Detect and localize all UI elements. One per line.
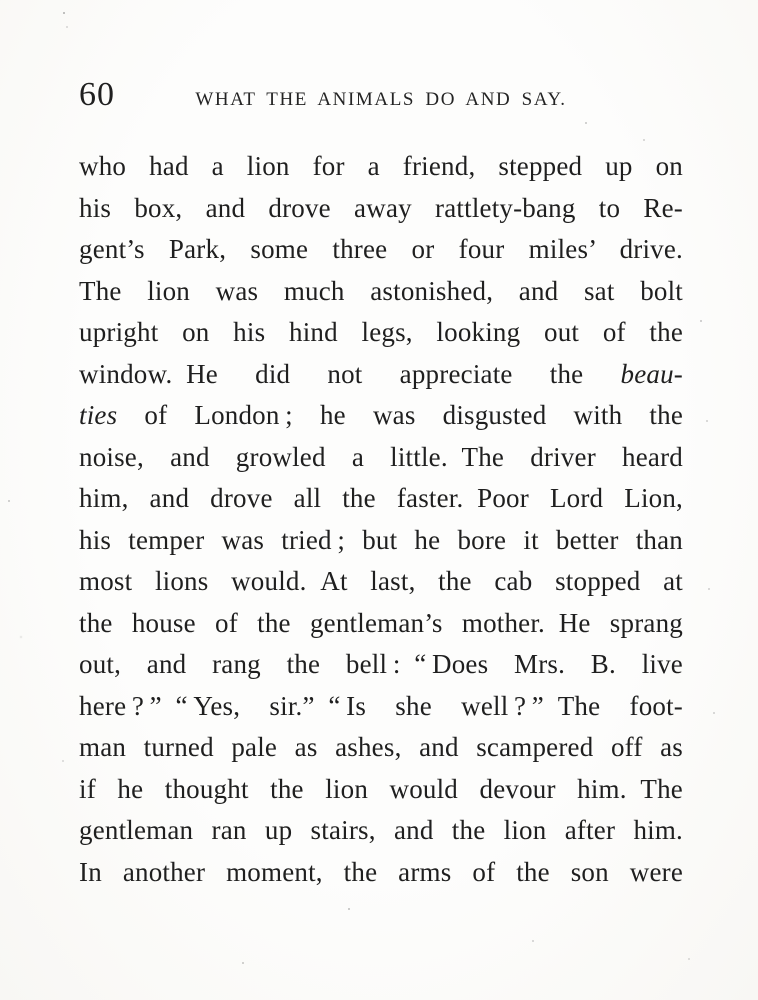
body-line	[79, 312, 683, 354]
page-header	[79, 78, 683, 114]
body-line	[79, 520, 683, 562]
body-line	[79, 188, 683, 230]
body-line	[79, 686, 683, 728]
running-title: WHAT THE ANIMALS DO AND SAY.	[195, 89, 567, 110]
page-body	[79, 146, 683, 893]
body-line	[79, 810, 683, 852]
body-line	[79, 561, 683, 603]
body-line-italic-segment: beau-	[620, 358, 683, 389]
body-line-segment: upright on his hind legs, looking out of the	[79, 317, 683, 347]
body-line-segment: of London ; he was disgusted with the	[117, 400, 683, 430]
body-line-segment: gentleman ran up stairs, and the lion after him.	[79, 815, 683, 845]
body-line	[79, 146, 683, 188]
body-line	[79, 229, 683, 271]
body-line	[79, 727, 683, 769]
body-line-segment: The lion was much astonished, and sat bolt	[79, 275, 683, 306]
body-line-segment: In another moment, the arms of the son were	[79, 856, 683, 887]
body-line-segment: him, and drove all the faster. Poor Lord Lion,	[79, 483, 683, 513]
body-line-segment: the house of the gentleman’s mother. He sprang	[79, 607, 683, 638]
body-line-italic-segment: ties	[79, 400, 118, 430]
body-line	[79, 354, 683, 396]
body-line-segment: gent’s Park, some three or four miles’ drive.	[79, 234, 683, 264]
body-line	[79, 603, 683, 645]
body-line	[79, 852, 683, 894]
body-line-segment: here ? ” “ Yes, sir.” “ Is she well ? ” The foot-	[79, 690, 683, 721]
body-line-segment: out, and rang the bell : “ Does Mrs. B. live	[79, 649, 683, 679]
body-line-segment: his box, and drove away rattlety-bang to Re-	[79, 192, 683, 223]
body-line	[79, 478, 683, 520]
body-line-segment: his temper was tried ; but he bore it better than	[79, 524, 683, 555]
scan-noise	[0, 0, 2, 2]
page-number: 60	[79, 76, 115, 113]
body-line	[79, 395, 683, 437]
body-line	[79, 271, 683, 313]
body-line-segment: noise, and growled a little. The driver heard	[79, 441, 683, 472]
body-line	[79, 769, 683, 811]
body-line-segment: most lions would. At last, the cab stopped at	[79, 566, 683, 596]
body-line-segment: man turned pale as ashes, and scampered off as	[79, 732, 683, 762]
body-line	[79, 437, 683, 479]
body-line-segment: window. He did not appreciate the	[79, 358, 621, 389]
body-line-segment: who had a lion for a friend, stepped up on	[79, 151, 683, 181]
body-line-segment: if he thought the lion would devour him. The	[79, 773, 683, 804]
body-line	[79, 644, 683, 686]
